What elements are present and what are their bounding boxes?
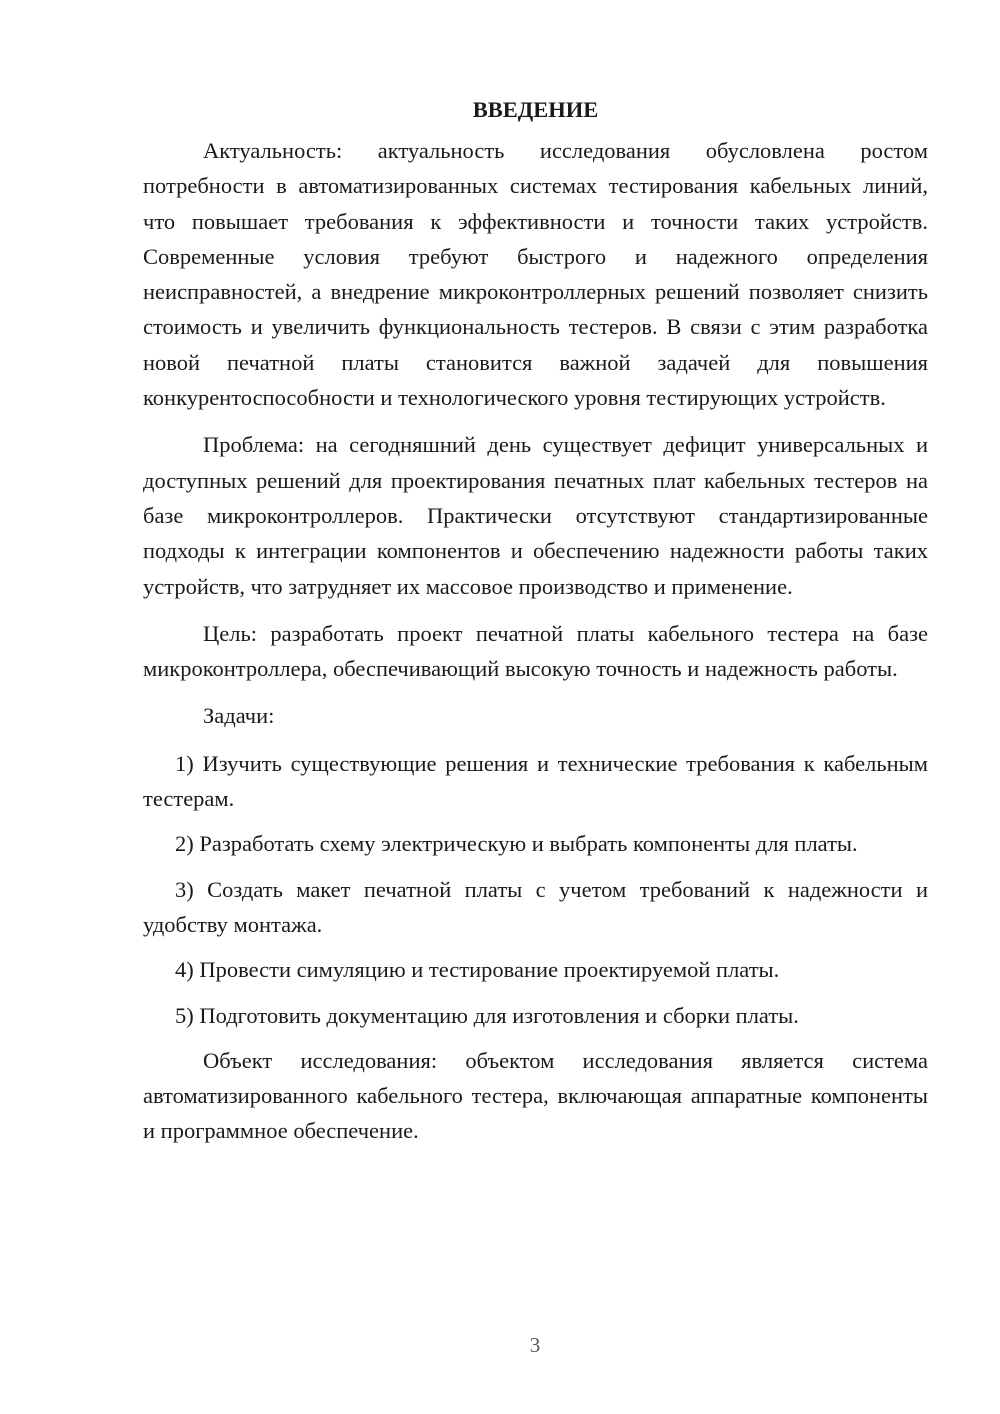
paragraph-object: Объект исследования: объектом исследования является система автоматизированного кабельного тестера, включающая аппаратные компоненты и программное обеспечение. [143, 1047, 928, 1144]
paragraph-goal: Цель: разработать проект печатной платы кабельного тестера на базе микроконтроллера, обеспечивающий высокую точность и надежность работы. [143, 620, 928, 682]
task-item-2: 2) Разработать схему электрическую и выбрать компоненты для платы. [175, 831, 858, 857]
paragraph-problem: Проблема: на сегодняшний день существует дефицит универсальных и доступных решений для проектирования печатных плат кабельных тестеров на базе микроконтроллеров. Практически отсутствуют стандартизированные подходы к интеграции компонентов и обеспечению надежности работы таких устройств, что затрудняет их массовое производство и применение. [143, 432, 928, 599]
task-item-1: 1) Изучить существующие решения и технические требования к кабельным тестерам. [143, 750, 928, 812]
page-number: 3 [529, 1333, 541, 1357]
task-item-4: 4) Провести симуляцию и тестирование проектируемой платы. [175, 957, 780, 983]
paragraph-relevance: Актуальность: актуальность исследования обусловлена ростом потребности в автоматизированных системах тестирования кабельных линий, что повышает требования к эффективности и точности таких устройств. Современные условия требуют быстрого и надежного определения неисправностей, а внедрение микроконтроллерных решений позволяет снизить стоимость и увеличить функциональность тестеров. В связи с этим разработка новой печатной платы становится важной задачей для повышения конкурентоспособности и технологического уровня тестирующих устройств. [143, 138, 928, 411]
task-item-3: 3) Создать макет печатной платы с учетом требований к надежности и удобству монтажа. [143, 876, 928, 937]
document-page [143, 92, 928, 1161]
section-title: ВВЕДЕНИЕ [472, 97, 599, 122]
tasks-heading: Задачи: [203, 703, 275, 729]
task-item-5: 5) Подготовить документацию для изготовления и сборки платы. [175, 1002, 799, 1028]
